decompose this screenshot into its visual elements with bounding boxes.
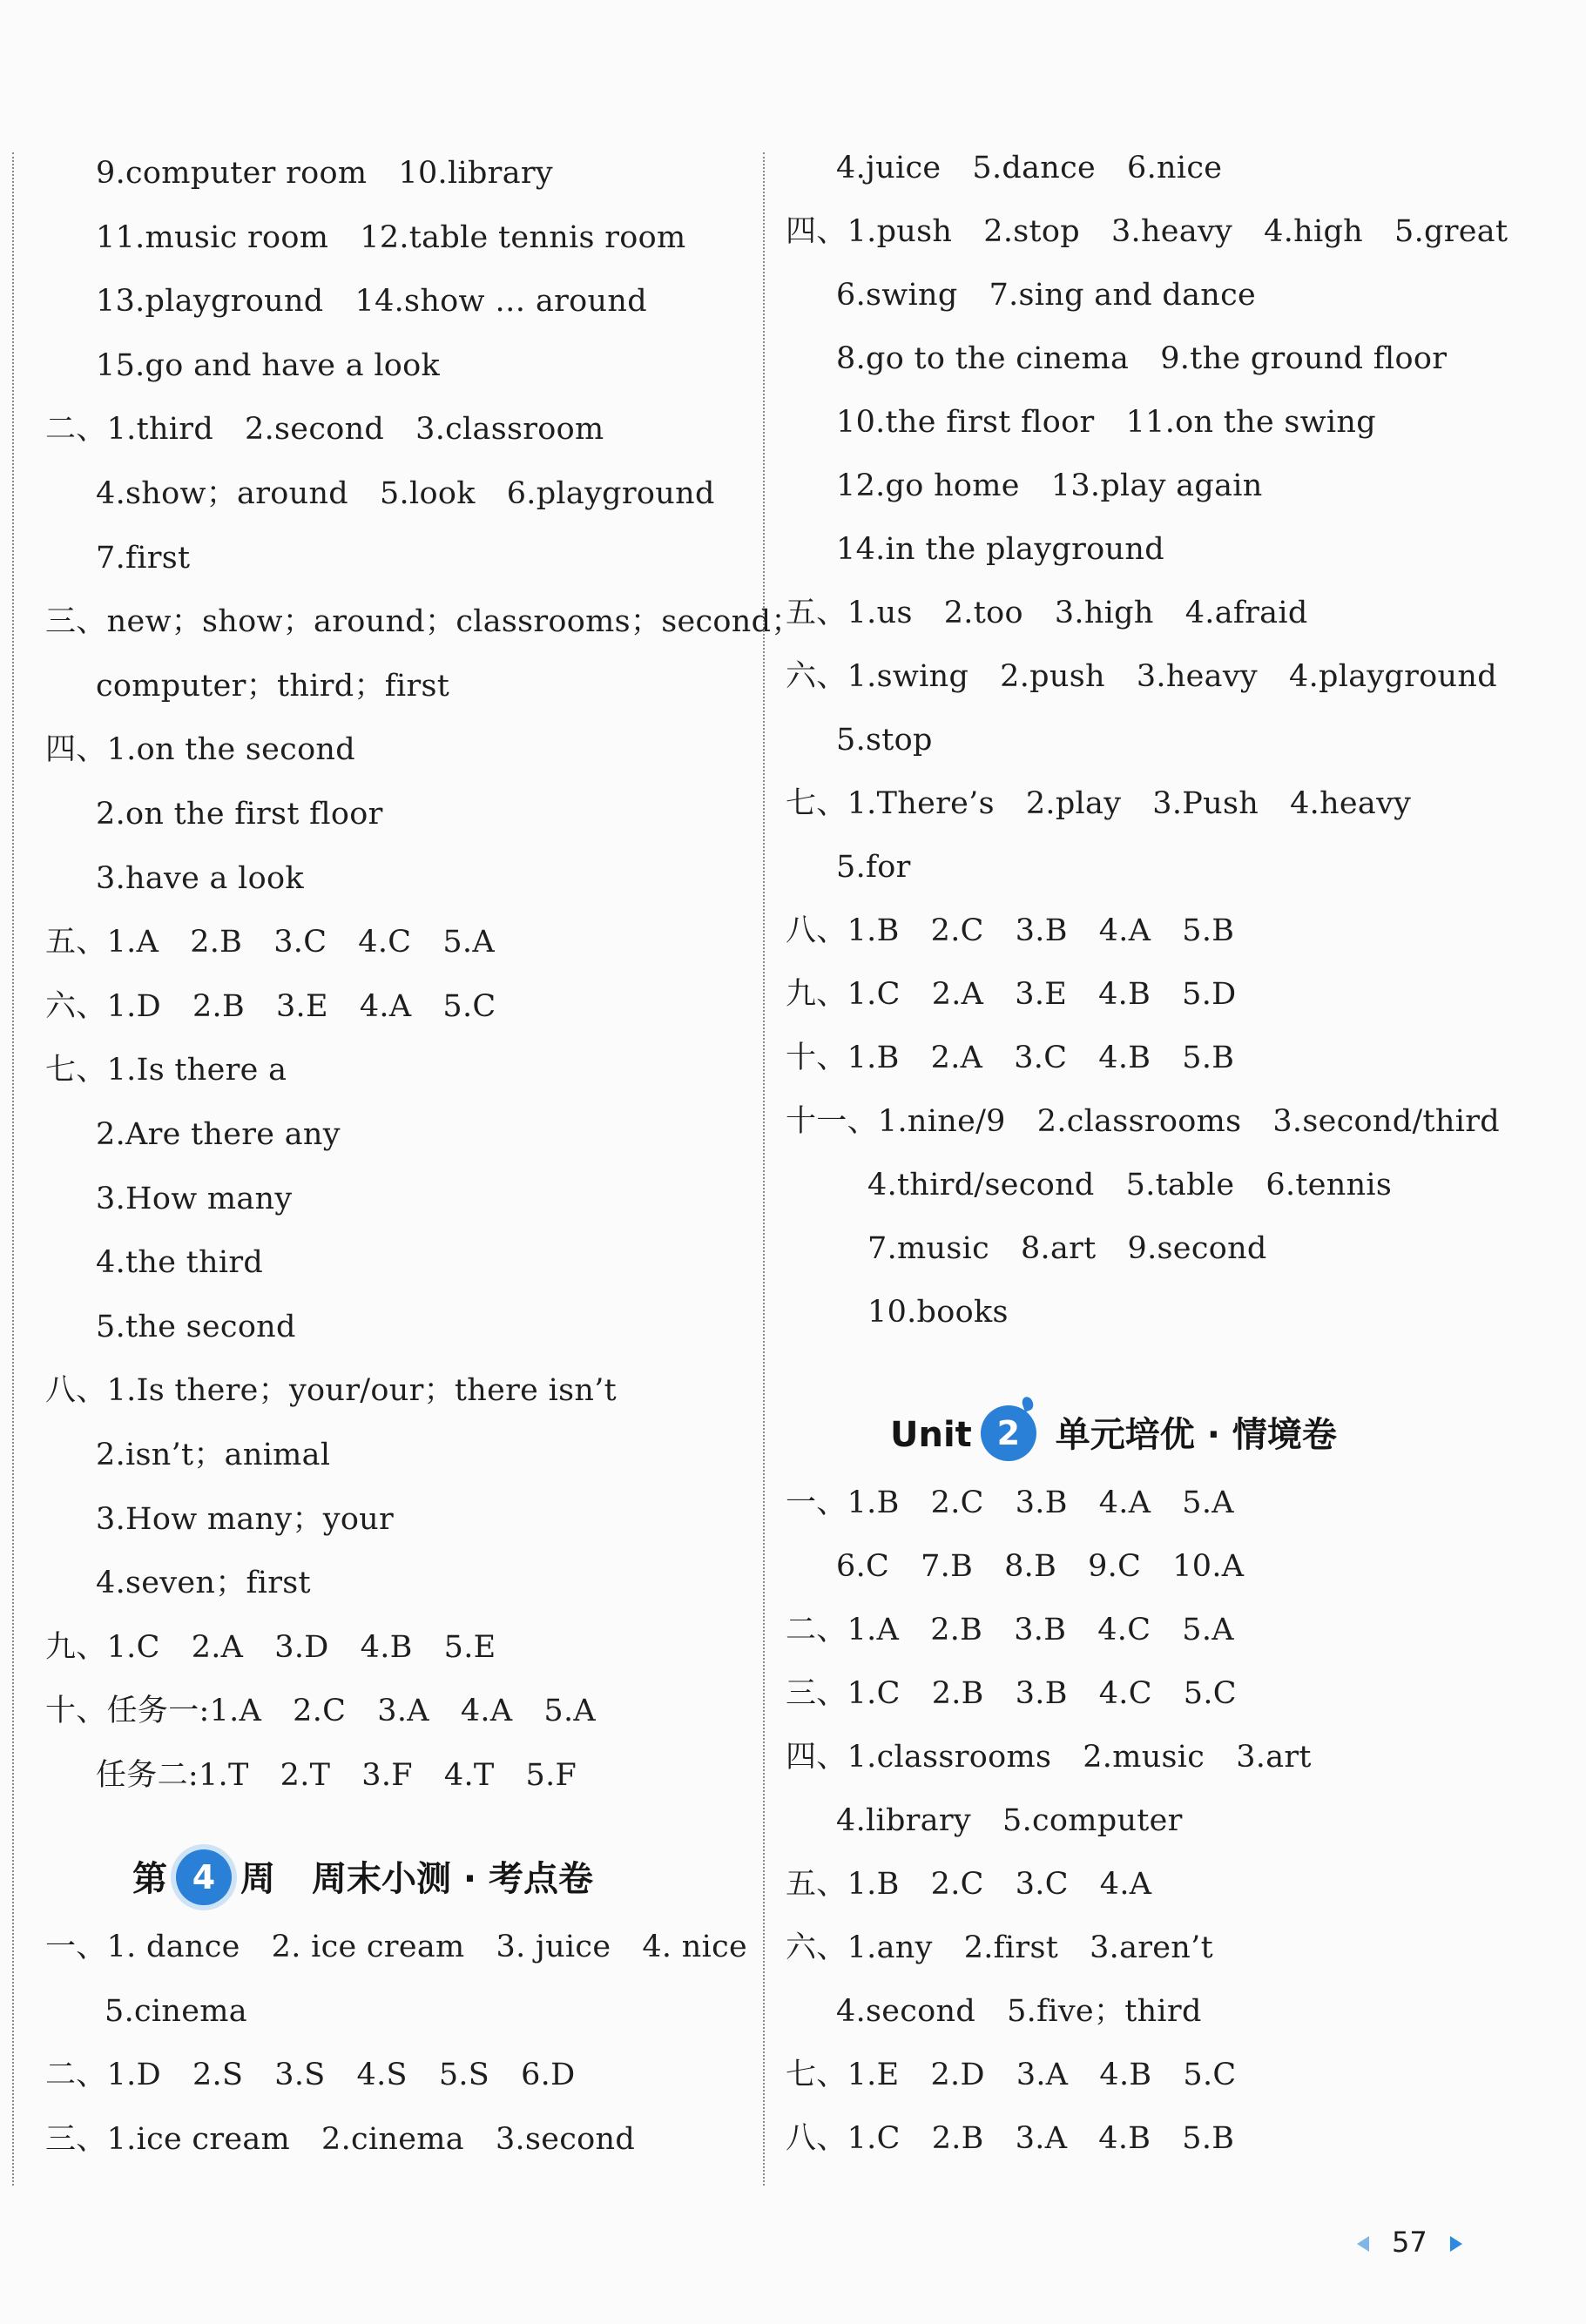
answer-line	[96, 1500, 394, 1539]
answer-item: 2.on the first floor	[96, 797, 383, 832]
week-number-badge: 4	[176, 1849, 232, 1905]
week-section-title: 周末小测 · 考点卷	[312, 1859, 594, 1899]
page-navigation	[1357, 2223, 1462, 2261]
answer-item: 14.show … around	[354, 284, 647, 320]
answer-item: 11.on the swing	[1125, 405, 1376, 440]
answer-item: 12.go home	[836, 468, 1020, 503]
answer-item: 7.music	[867, 1231, 989, 1266]
next-page-icon[interactable]	[1450, 2236, 1462, 2252]
answer-item: 1.A	[106, 925, 159, 960]
answer-line	[96, 539, 190, 577]
answer-line	[96, 1436, 330, 1474]
answer-item: 1.D	[106, 2058, 161, 2092]
question-number: 一、	[45, 1930, 107, 1964]
unit-section-title: 单元培优 · 情境卷	[1055, 1415, 1337, 1455]
answer-item: 5.F	[525, 1758, 577, 1793]
answer-item: 2.B	[190, 925, 243, 960]
answer-line	[836, 467, 1263, 505]
answer-line	[96, 859, 304, 898]
answer-item: 4.seven；first	[96, 1566, 311, 1601]
answer-item: 2.C	[930, 1867, 984, 1902]
answer-item: 1.us	[847, 596, 913, 630]
answer-item: 2.cinema	[321, 2121, 464, 2157]
question-number: 二、	[45, 2058, 107, 2092]
answer-item: 2.A	[191, 1629, 244, 1665]
answer-line	[105, 1992, 247, 2031]
answer-item: 8.art	[1020, 1231, 1097, 1266]
answer-item: 2.S	[192, 2058, 244, 2092]
answer-item: 5.D	[1182, 977, 1237, 1012]
answer-item: 3.A	[1016, 2058, 1069, 2092]
answer-line	[786, 1611, 1234, 1649]
answer-item: 4.C	[358, 925, 412, 960]
previous-page-icon[interactable]	[1357, 2236, 1369, 2252]
question-number: 八、	[45, 1373, 107, 1409]
answer-line	[836, 1992, 1202, 2031]
answer-item: 4.B	[1098, 977, 1151, 1012]
answer-item: 10.library	[398, 156, 553, 191]
answer-item: 5.C	[1183, 2058, 1237, 2092]
answer-item: 5.B	[1182, 2121, 1235, 2156]
answer-item: 任务一:1.A	[106, 1694, 262, 1729]
question-number: 二、	[786, 1613, 847, 1647]
answer-item: 3.B	[1015, 913, 1068, 948]
answer-item: 8.go to the cinema	[836, 341, 1130, 376]
answer-item: 6.swing	[836, 278, 958, 313]
answer-item: 4.afraid	[1184, 596, 1308, 630]
answer-item: 6.D	[521, 2058, 576, 2092]
answer-line	[45, 1628, 496, 1667]
answer-line	[45, 2056, 575, 2094]
answer-item: 3.D	[274, 1629, 329, 1665]
answer-line	[786, 1102, 1500, 1141]
answer-line	[96, 795, 383, 833]
page-number: 57	[1392, 2226, 1427, 2259]
answer-item: 3.B	[1015, 1676, 1068, 1711]
question-number: 三、	[45, 604, 107, 640]
answer-line	[45, 1051, 287, 1089]
answer-line	[45, 731, 355, 769]
answer-item: 4.B	[1099, 2058, 1152, 2092]
answer-item: 1.There’s	[847, 786, 995, 821]
answer-item: new；show；around；classrooms；second；	[106, 604, 802, 640]
answer-line	[836, 149, 1222, 187]
answer-line	[786, 1929, 1213, 1967]
answer-item: 3.S	[274, 2058, 326, 2092]
answer-item: 10.the first floor	[836, 405, 1095, 440]
answer-item: 3.heavy	[1110, 214, 1233, 249]
answer-item: 3.C	[1015, 1867, 1069, 1902]
answer-item: 13.play again	[1050, 468, 1263, 503]
answer-line	[836, 276, 1256, 314]
answer-item: 12.table tennis room	[360, 219, 686, 255]
answer-item: 1.C	[847, 1676, 901, 1711]
answer-item: 2.play	[1025, 786, 1122, 821]
unit-label: Unit	[890, 1415, 972, 1455]
answer-item: 1.C	[847, 977, 901, 1012]
answer-line	[786, 594, 1308, 632]
answer-line	[96, 347, 440, 385]
answer-item: 3.second/third	[1272, 1104, 1500, 1139]
answer-item: 5.A	[442, 925, 495, 960]
answer-line	[45, 410, 604, 448]
answer-item: 5.five；third	[1007, 1994, 1202, 2029]
answer-line	[836, 530, 1164, 569]
answer-item: 3.aren’t	[1090, 1930, 1213, 1965]
answer-item: 4.show；around	[96, 476, 348, 511]
answer-line	[45, 603, 802, 641]
answer-item: 1.B	[847, 1041, 900, 1075]
answer-item: 2.T	[280, 1758, 331, 1793]
answer-item: 4.A	[1098, 913, 1151, 948]
question-number: 十、	[786, 1041, 847, 1075]
answer-item: 5.look	[379, 476, 476, 511]
answer-item: 5.B	[1182, 1041, 1235, 1075]
answer-item: 2.second	[245, 412, 385, 448]
answer-line	[96, 219, 686, 257]
answer-item: 1.third	[106, 412, 214, 448]
answer-item: 5.cinema	[105, 1993, 247, 2029]
answer-line	[96, 667, 449, 705]
question-number: 六、	[786, 659, 847, 694]
answer-item: 3.E	[1015, 977, 1068, 1012]
question-number: 八、	[786, 2121, 847, 2156]
question-number: 一、	[786, 1485, 847, 1520]
answer-line	[45, 1371, 617, 1410]
answer-item: 4.B	[1098, 1041, 1151, 1075]
answer-item: 9.second	[1127, 1231, 1267, 1266]
left-margin-rule	[12, 152, 14, 2186]
answer-item: 3.B	[1014, 1613, 1067, 1647]
answer-item: 2.B	[931, 1676, 984, 1711]
answer-line	[96, 1243, 263, 1282]
answer-item: 3.second	[495, 2121, 636, 2157]
question-number: 九、	[45, 1629, 107, 1665]
answer-item: 1.push	[847, 214, 953, 249]
answer-item: 3.A	[377, 1694, 429, 1729]
answer-item: 2.music	[1083, 1740, 1205, 1775]
answer-line	[786, 2056, 1236, 2094]
answer-item: 13.playground	[96, 284, 324, 320]
answer-line	[786, 1674, 1237, 1713]
answer-item: 4.B	[360, 1629, 413, 1665]
answer-item: 5.for	[836, 850, 911, 885]
answer-item: 6.C	[836, 1549, 890, 1584]
answer-item: 2.push	[1000, 659, 1105, 694]
answer-item: 任务二:1.T	[96, 1758, 249, 1793]
answer-item: 4.S	[356, 2058, 408, 2092]
answer-item: 3.have a look	[96, 860, 304, 896]
answer-item: 6.nice	[1127, 151, 1223, 185]
answer-item: 1.on the second	[106, 732, 355, 768]
answer-item: 4.B	[1098, 2121, 1151, 2156]
answer-line	[786, 785, 1411, 823]
answer-item: 14.in the playground	[836, 532, 1164, 567]
answer-line	[96, 1180, 292, 1218]
answer-item: 1.B	[847, 1867, 900, 1902]
answer-item: 8.B	[1004, 1549, 1057, 1584]
answer-item: 5.C	[442, 988, 496, 1024]
answer-item: 5.E	[443, 1629, 496, 1665]
answer-item: 5.A	[1182, 1613, 1234, 1647]
answer-item: 1.ice cream	[106, 2121, 291, 2157]
answer-item: 1.A	[847, 1613, 900, 1647]
answer-item: 3.Push	[1152, 786, 1259, 821]
answer-item: 1. dance	[106, 1930, 240, 1964]
answer-item: 9.computer room	[96, 156, 368, 191]
question-number: 三、	[786, 1676, 847, 1711]
answer-line	[45, 2120, 635, 2159]
question-number: 七、	[786, 786, 847, 821]
answer-line	[96, 1564, 311, 1602]
answer-item: 4.second	[836, 1994, 976, 2029]
answer-item: 1.Is there；your/our；there isn’t	[106, 1373, 618, 1409]
answer-line	[836, 1802, 1183, 1840]
answer-line	[786, 657, 1497, 696]
answer-line	[867, 1229, 1267, 1268]
unit-number-badge: 2	[981, 1405, 1036, 1461]
answer-item: 9.the ground floor	[1160, 341, 1448, 376]
answer-item: 5.S	[438, 2058, 490, 2092]
answer-item: 2.B	[930, 1613, 983, 1647]
answer-line	[96, 1756, 577, 1795]
question-number: 四、	[45, 732, 107, 768]
answer-item: 6.tennis	[1265, 1168, 1393, 1202]
answer-item: 1.nine/9	[877, 1104, 1006, 1139]
answer-item: 3. juice	[496, 1930, 611, 1964]
answer-item: 7.first	[96, 540, 191, 576]
question-number: 六、	[786, 1930, 847, 1965]
answer-line	[786, 212, 1508, 251]
answer-item: 5.C	[1183, 1676, 1237, 1711]
answer-item: 4.C	[1097, 1613, 1151, 1647]
answer-item: 3.heavy	[1136, 659, 1258, 694]
answer-item: 2.first	[963, 1930, 1059, 1965]
answer-line	[786, 1738, 1312, 1776]
question-number: 三、	[45, 2121, 107, 2157]
answer-line	[786, 1865, 1151, 1903]
answer-item: 1.C	[847, 2121, 901, 2156]
answer-item: 3.B	[1015, 1485, 1068, 1520]
answer-item: 4.high	[1264, 214, 1364, 249]
answer-item: 2.classrooms	[1036, 1104, 1242, 1139]
answer-item: 2.C	[293, 1694, 347, 1729]
answer-item: 4.the third	[96, 1245, 264, 1281]
answer-item: 2. ice cream	[271, 1930, 465, 1964]
answer-item: 3.C	[1014, 1041, 1068, 1075]
answer-item: 9.C	[1088, 1549, 1142, 1584]
answer-item: 1.classrooms	[847, 1740, 1052, 1775]
answer-item: 3.high	[1054, 596, 1154, 630]
answer-line	[45, 1928, 747, 1966]
answer-item: 4.heavy	[1290, 786, 1412, 821]
answer-item: 3.How many；your	[96, 1501, 395, 1537]
question-number: 五、	[45, 925, 107, 960]
answer-item: 2.isn’t；animal	[96, 1438, 331, 1472]
answer-item: 4.library	[836, 1803, 971, 1838]
answer-item: 3.art	[1236, 1740, 1312, 1775]
answer-line	[96, 1115, 341, 1154]
answer-line	[836, 721, 933, 759]
answer-line	[786, 1484, 1234, 1522]
answer-item: 5.A	[543, 1694, 596, 1729]
answer-item: 5.B	[1182, 913, 1235, 948]
answer-line	[45, 987, 496, 1026]
answer-item: 5.stop	[836, 723, 933, 758]
column-divider	[763, 152, 765, 2186]
answer-item: 4.juice	[836, 151, 941, 185]
answer-item: 2.A	[930, 1041, 983, 1075]
answer-line	[867, 1293, 1009, 1331]
question-number: 六、	[45, 988, 107, 1024]
answer-item: 15.go and have a look	[96, 347, 441, 383]
question-number: 十一、	[786, 1104, 878, 1139]
answer-item: 5.great	[1394, 214, 1508, 249]
answer-item: 4.C	[1098, 1676, 1152, 1711]
answer-item: 4.playground	[1289, 659, 1497, 694]
answer-line	[45, 923, 495, 961]
answer-item: 10.A	[1172, 1549, 1245, 1584]
answer-line	[786, 1039, 1234, 1077]
answer-item: 3.C	[273, 925, 327, 960]
answer-item: 7.B	[921, 1549, 974, 1584]
answer-line	[96, 475, 715, 513]
answer-line	[836, 403, 1376, 441]
answer-item: 4. nice	[642, 1930, 748, 1964]
answer-item: 1.E	[847, 2058, 900, 2092]
question-number: 十、	[45, 1694, 107, 1729]
answer-line	[45, 1692, 596, 1730]
answer-item: 2.B	[931, 2121, 984, 2156]
question-number: 四、	[786, 214, 847, 249]
answer-item: 1.swing	[847, 659, 969, 694]
question-number: 五、	[786, 1867, 847, 1902]
answer-line	[836, 848, 911, 886]
answer-item: 7.sing and dance	[989, 278, 1257, 313]
answer-line	[786, 912, 1234, 950]
answer-item: 4.A	[1098, 1485, 1151, 1520]
week-suffix: 周	[240, 1859, 275, 1899]
answer-line	[96, 154, 553, 192]
answer-item: 5.computer	[1002, 1803, 1183, 1838]
question-number: 九、	[786, 977, 847, 1012]
question-number: 七、	[45, 1053, 107, 1088]
answer-item: 3.A	[1015, 2121, 1068, 2156]
answer-line	[786, 975, 1236, 1014]
question-number: 七、	[786, 2058, 847, 2092]
answer-line	[786, 2119, 1234, 2158]
answer-line	[836, 340, 1447, 378]
answer-item: 2.C	[930, 913, 984, 948]
unit-section-heading	[890, 1409, 1337, 1465]
answer-item: computer；third；first	[96, 668, 450, 704]
answer-item: 3.E	[275, 988, 328, 1024]
answer-item: 1.Is there a	[106, 1053, 287, 1088]
answer-item: 2.too	[943, 596, 1023, 630]
answer-item: 4.T	[443, 1758, 495, 1793]
answer-item: 5.table	[1125, 1168, 1235, 1202]
question-number: 二、	[45, 412, 107, 448]
answer-item: 2.D	[930, 2058, 985, 2092]
answer-line	[96, 282, 647, 320]
question-number: 八、	[786, 913, 847, 948]
answer-item: 3.How many	[96, 1181, 293, 1216]
answer-item: 3.F	[361, 1758, 413, 1793]
answer-item: 3.classroom	[415, 412, 604, 448]
question-number: 五、	[786, 596, 847, 630]
answer-item: 2.A	[931, 977, 984, 1012]
answer-line	[96, 1308, 296, 1346]
answer-item: 2.B	[192, 988, 245, 1024]
answer-item: 2.C	[930, 1485, 984, 1520]
answer-item: 4.A	[1099, 1867, 1152, 1902]
answer-item: 1.B	[847, 913, 900, 948]
answer-item: 6.playground	[506, 476, 715, 511]
answer-item: 1.B	[847, 1485, 900, 1520]
answer-item: 4.A	[359, 988, 412, 1024]
answer-item: 5.dance	[972, 151, 1097, 185]
answer-item: 5.the second	[96, 1309, 296, 1344]
answer-item: 4.third/second	[867, 1168, 1095, 1202]
answer-line	[867, 1166, 1392, 1204]
answer-item: 1.C	[106, 1629, 160, 1665]
week-prefix: 第	[132, 1859, 167, 1899]
week-section-heading	[132, 1853, 593, 1909]
answer-item: 4.A	[460, 1694, 513, 1729]
answer-item: 1.any	[847, 1930, 933, 1965]
answer-item: 5.A	[1182, 1485, 1234, 1520]
answer-item: 10.books	[867, 1295, 1009, 1330]
answer-item: 2.stop	[983, 214, 1080, 249]
answer-line	[836, 1547, 1244, 1586]
question-number: 四、	[786, 1740, 847, 1775]
answer-item: 1.D	[106, 988, 161, 1024]
answer-item: 2.Are there any	[96, 1117, 341, 1152]
answer-item: 11.music room	[96, 219, 329, 255]
